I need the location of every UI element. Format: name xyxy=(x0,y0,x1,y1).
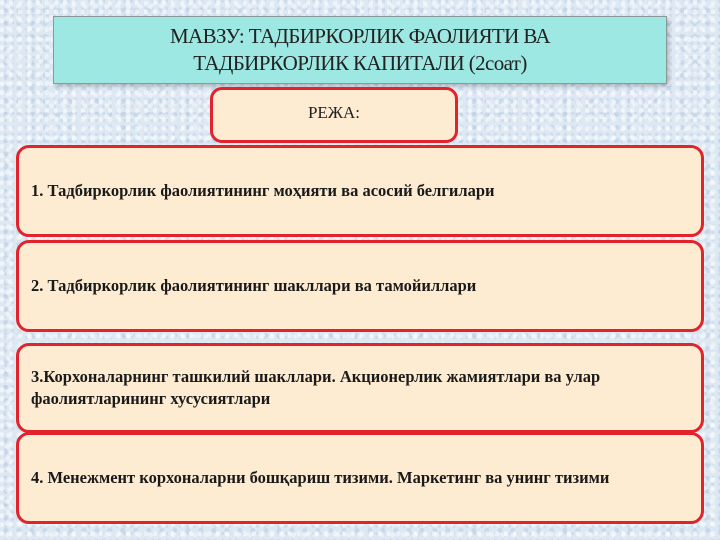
plan-item-3-text: 3.Корхоналарнинг ташкилий шакллари. Акционерлик жамиятлари ва улар фаолиятларининг хусусиятлари xyxy=(31,367,601,408)
plan-item-2-text: 2. Тадбиркорлик фаолиятининг шакллари ва тамойиллари xyxy=(31,276,477,295)
plan-item-1-text: 1. Тадбиркорлик фаолиятининг моҳияти ва асосий белгилари xyxy=(31,181,495,200)
plan-item-3 xyxy=(16,343,704,433)
title-line-2: ТАДБИРКОРЛИК КАПИТАЛИ (2соат) xyxy=(193,51,527,75)
slide-title xyxy=(53,16,667,84)
title-line-1: МАВЗУ: ТАДБИРКОРЛИК ФАОЛИЯТИ ВА xyxy=(169,24,550,48)
plan-label: РЕЖА: xyxy=(307,103,361,122)
plan-item-4-text: 4. Менежмент корхоналарни бошқариш тизими. Маркетинг ва унинг тизими xyxy=(31,468,610,487)
plan-label-box xyxy=(210,87,458,143)
plan-item-1 xyxy=(16,145,704,237)
plan-item-4 xyxy=(16,432,704,524)
plan-item-2 xyxy=(16,240,704,332)
